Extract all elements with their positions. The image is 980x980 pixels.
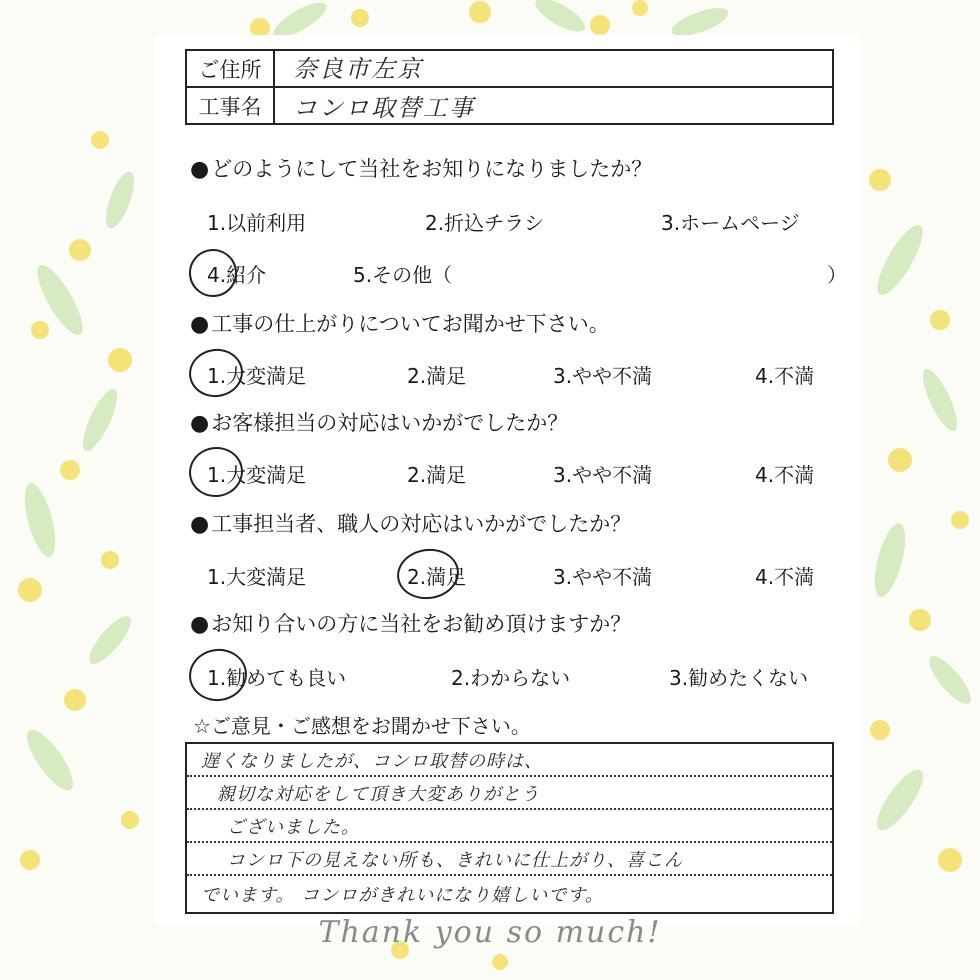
question-4-text: 工事担当者、職人の対応はいかがでしたか？ [211,512,632,536]
q5-option-1: 1.勧めても良い [207,666,347,690]
thank-you-caption: Thank you so much! [318,915,662,950]
question-2 [190,308,610,338]
address-text: 奈良市左京 [293,49,543,88]
q1-option-1: 1.以前利用 [207,211,307,235]
bullet-icon: ● [190,411,210,436]
address-label: ご住所 [187,51,275,86]
q4-option-2: 2.満足 [407,565,467,589]
q2-option-3: 3.やや不満 [553,364,653,388]
comments-box [185,742,834,914]
question-5 [190,608,631,638]
q3-option-2: 2.満足 [407,463,467,487]
q1-option-5-close: ） [827,263,847,287]
q3-option-4: 4.不満 [755,463,815,487]
q4-option-1: 1.大変満足 [207,565,307,589]
question-3 [190,407,568,437]
question-1-text: どのようにして当社をお知りになりましたか？ [211,157,653,181]
question-1 [190,153,652,183]
address-row [187,51,832,88]
q3-option-3: 3.やや不満 [553,463,653,487]
comment-line: 親切な対応をして頂き大変ありがとう [187,777,832,810]
address-value [275,51,832,86]
q1-option-2: 2.折込チラシ [425,211,545,235]
q4-option-3: 3.やや不満 [553,565,653,589]
comment-line: 遅くなりましたが、コンロ取替の時は、 [187,744,832,777]
comment-line: コンロ下の見えない所も、きれいに仕上がり、喜こん [187,843,832,876]
work-value: コンロ取替工事 [293,94,475,122]
comment-line: ございました。 [187,810,832,843]
question-4 [190,508,631,538]
bullet-icon: ● [190,612,210,637]
comment-line: でいます。 コンロがきれいになり嬉しいです。 [201,885,604,906]
question-3-text: お客様担当の対応はいかがでしたか？ [211,411,569,435]
header-table [185,49,834,125]
q2-option-2: 2.満足 [407,364,467,388]
comments-heading: ☆ご意見・ご感想をお聞かせ下さい。 [193,714,531,738]
q2-option-4: 4.不満 [755,364,815,388]
q1-option-3: 3.ホームページ [661,211,800,235]
question-5-text: お知り合いの方に当社をお勧め頂けますか？ [211,612,632,636]
bullet-icon: ● [190,312,210,337]
work-label: 工事名 [187,88,275,123]
q1-option-4: 4.紹介 [207,263,267,287]
survey-sheet [155,35,860,925]
q4-option-4: 4.不満 [755,565,815,589]
work-row [187,88,832,123]
q5-option-3: 3.勧めたくない [669,666,809,690]
q3-option-1: 1.大変満足 [207,463,307,487]
q2-option-1: 1.大変満足 [207,364,307,388]
bullet-icon: ● [190,157,210,182]
q1-option-5: 5.その他（ [353,263,453,287]
bullet-icon: ● [190,512,210,537]
q5-option-2: 2.わからない [451,666,571,690]
question-2-text: 工事の仕上がりについてお聞かせ下さい。 [211,312,610,336]
